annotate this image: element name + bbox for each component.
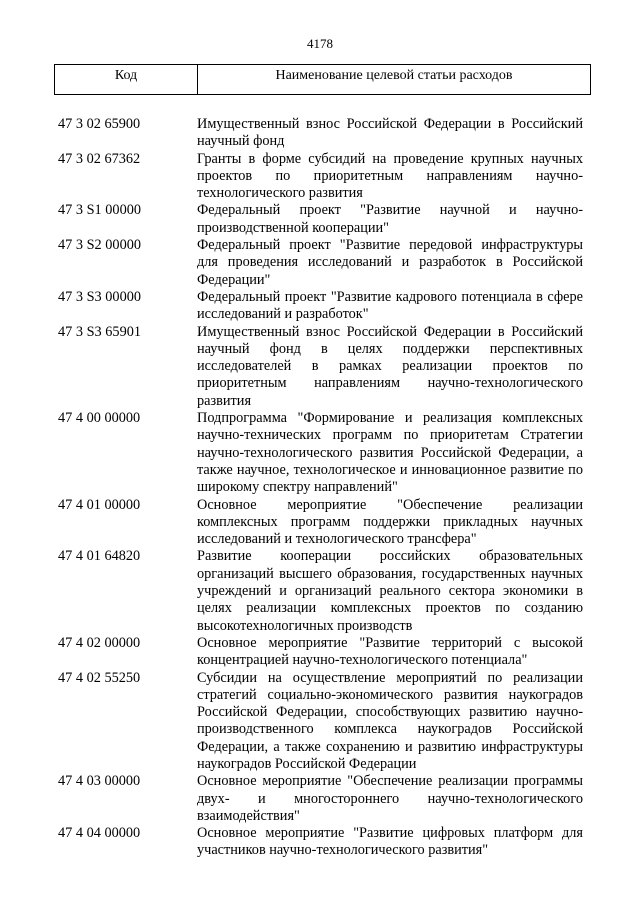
row-code: 47 4 01 64820	[58, 548, 141, 565]
table-body	[54, 116, 591, 860]
column-header-name: Наименование целевой статьи расходов	[275, 68, 513, 83]
row-name: Основное мероприятие "Обеспечение реализации комплексных программ поддержки прикладных научных исследований и технологического трансфера"	[197, 496, 583, 548]
table-row	[54, 410, 591, 496]
row-name: Подпрограмма "Формирование и реализация комплексных научно-технических программ по приоритетам Стратегии научно-технологического развития Российской Федерации, а также научное, технологическое и инновационное развитие по широкому спектру направлений"	[197, 410, 583, 496]
column-header-code: Код	[55, 65, 198, 94]
row-name: Гранты в форме субсидий на проведение крупных научных проектов по приоритетным направлениям научно-технологического развития	[197, 150, 583, 202]
row-code: 47 4 02 00000	[58, 634, 141, 651]
table-row	[54, 497, 591, 549]
row-name: Развитие кооперации российских образовательных организаций высшего образования, государственных научных учреждений и организаций реального сектора экономики в целях реализации комплексных проектов по созданию высокотехнологичных производств	[197, 548, 583, 634]
row-code: 47 3 S1 00000	[58, 202, 142, 219]
row-code: 47 3 S3 65901	[58, 323, 142, 340]
table-row	[54, 670, 591, 774]
row-name: Основное мероприятие "Обеспечение реализации программы двух- и многостороннего научно-технологического взаимодействия"	[197, 773, 583, 824]
row-code: 47 4 00 00000	[58, 410, 141, 427]
row-code: 47 3 02 67362	[58, 150, 141, 167]
row-name: Федеральный проект "Развитие кадрового потенциала в сфере исследований и разработок"	[197, 288, 583, 323]
row-code: 47 4 03 00000	[58, 773, 141, 790]
row-name: Имущественный взнос Российской Федерации в Российский научный фонд	[197, 116, 583, 150]
table-row	[54, 324, 591, 410]
row-code: 47 3 S2 00000	[58, 237, 142, 254]
row-code: 47 4 04 00000	[58, 825, 141, 842]
table-header	[54, 64, 591, 95]
row-name: Основное мероприятие "Развитие территорий с высокой концентрацией научно-технологического потенциала"	[197, 634, 583, 669]
row-code: 47 3 02 65900	[58, 116, 141, 132]
table-row	[54, 548, 591, 634]
row-name: Субсидии на осуществление мероприятий по реализации стратегий социально-экономического развития наукоградов Российской Федерации, способствующих развитию научно-производственного комплекса наукоградов Российской Федерации, а также сохранению и развитию инфраструктуры наукоградов Российской Федерации	[197, 669, 583, 772]
table-row	[54, 289, 591, 324]
row-name: Основное мероприятие "Развитие цифровых платформ для участников научно-технологического развития"	[197, 825, 583, 859]
row-name: Имущественный взнос Российской Федерации в Российский научный фонд в целях поддержки перспективных исследователей в рамках реализации проектов по приоритетным направлениям научно-технологического развития	[197, 323, 583, 409]
table-row	[54, 202, 591, 237]
page-number: 4178	[307, 36, 333, 51]
table-row	[54, 825, 591, 860]
row-code: 47 4 02 55250	[58, 669, 141, 686]
table-row	[54, 151, 591, 203]
table-row	[54, 116, 591, 151]
table-row	[54, 635, 591, 670]
row-code: 47 4 01 00000	[58, 496, 141, 513]
table-row	[54, 773, 591, 825]
row-name: Федеральный проект "Развитие научной и научно-производственной кооперации"	[197, 202, 583, 236]
table-row	[54, 237, 591, 289]
row-code: 47 3 S3 00000	[58, 288, 142, 305]
row-name: Федеральный проект "Развитие передовой инфраструктуры для проведения исследований и разработок в Российской Федерации"	[197, 237, 583, 288]
